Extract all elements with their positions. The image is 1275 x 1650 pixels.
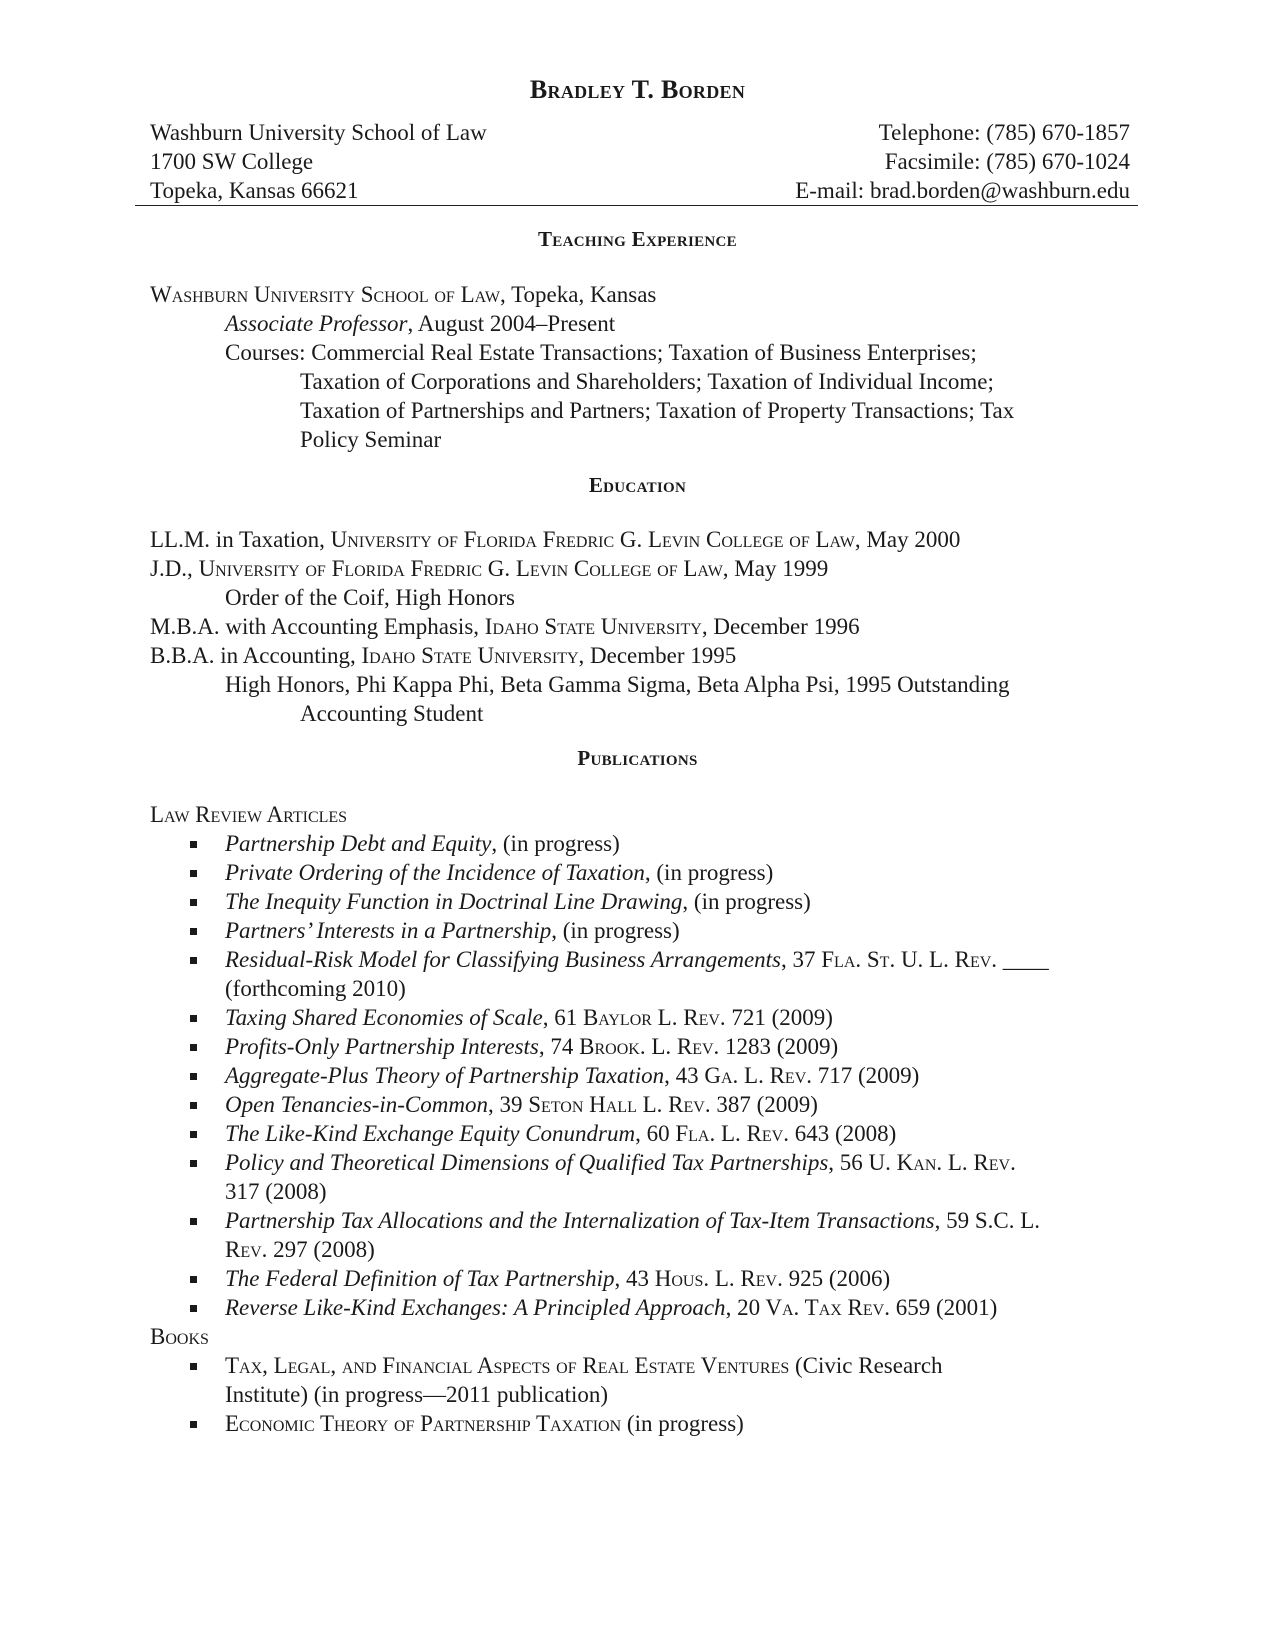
- degree-jd-date: , May 1999: [722, 556, 829, 581]
- telephone: Telephone: (785) 670-1857: [878, 120, 1130, 145]
- teaching-heading: Teaching Experience: [538, 227, 737, 251]
- degree-jd-honors: Order of the Coif, High Honors: [225, 585, 516, 610]
- article-cite: , 37 Fla. St. U. L. Rev. ____: [781, 947, 1049, 972]
- degree-bba-honors-1: High Honors, Phi Kappa Phi, Beta Gamma Sigma, Beta Alpha Psi, 1995 Outstanding: [225, 672, 1010, 697]
- teaching-dates: , August 2004–Present: [407, 311, 616, 336]
- book-title: Tax, Legal, and Financial Aspects of Real Estate Ventures: [225, 1353, 790, 1378]
- courses-line-2: Taxation of Corporations and Shareholders; Taxation of Individual Income;: [300, 369, 994, 394]
- degree-mba-name: M.B.A. with Accounting Emphasis,: [150, 614, 485, 639]
- degree-jd-school: University of Florida Fredric G. Levin College of Law: [198, 556, 723, 581]
- article-item: [150, 829, 1130, 858]
- article-cite: , (in progress): [551, 918, 680, 943]
- degree-bba-school: Idaho State University: [361, 643, 579, 668]
- degree-mba-date: , December 1996: [701, 614, 860, 639]
- article-title: Taxing Shared Economies of Scale: [225, 1005, 543, 1030]
- article-cite: , 61 Baylor L. Rev. 721 (2009): [542, 1005, 833, 1030]
- article-cite: , (in progress): [644, 860, 774, 885]
- books-label: Books: [150, 1324, 209, 1349]
- article-cite: , 43 Ga. L. Rev. 717 (2009): [664, 1063, 920, 1088]
- degree-mba-school: Idaho State University: [484, 614, 702, 639]
- article-cite: , 59 S.C. L.: [934, 1208, 1041, 1233]
- address: [150, 118, 487, 205]
- courses-line-1: Courses: Commercial Real Estate Transactions; Taxation of Business Enterprises;: [225, 340, 977, 365]
- article-title: The Inequity Function in Doctrinal Line Drawing: [225, 889, 683, 914]
- article-item: [150, 1293, 1130, 1322]
- degree-llm-school: University of Florida Fredric G. Levin College of Law: [330, 527, 855, 552]
- article-item: [150, 887, 1130, 916]
- education-heading: Education: [588, 473, 687, 497]
- teaching-location: , Topeka, Kansas: [500, 282, 657, 307]
- article-item: [150, 916, 1130, 945]
- article-title: Partnership Debt and Equity: [225, 831, 492, 856]
- degree-llm-date: , May 2000: [854, 527, 961, 552]
- degree-bba: [150, 641, 1130, 670]
- header-divider: [135, 205, 1138, 206]
- courses-line-4: Policy Seminar: [300, 427, 442, 452]
- degree-bba-honors-2: Accounting Student: [300, 701, 484, 726]
- resume-name: Bradley T. Borden: [529, 75, 746, 104]
- article-cite-continued: (forthcoming 2010): [225, 976, 406, 1001]
- book-note-continued: Institute) (in progress—2011 publication): [225, 1382, 609, 1407]
- article-cite: , 60 Fla. L. Rev. 643 (2008): [635, 1121, 897, 1146]
- article-cite-continued: Rev. 297 (2008): [225, 1237, 375, 1262]
- article-item: [150, 1032, 1130, 1061]
- courses-line-3: Taxation of Partnerships and Partners; Taxation of Property Transactions; Tax: [300, 398, 1015, 423]
- article-item: [150, 1119, 1130, 1148]
- article-cite: , 20 Va. Tax Rev. 659 (2001): [725, 1295, 998, 1320]
- degree-llm-name: LL.M. in Taxation,: [150, 527, 331, 552]
- book-title: Economic Theory of Partnership Taxation: [225, 1411, 622, 1436]
- article-item: [150, 1206, 1130, 1235]
- publications-heading: Publications: [577, 746, 698, 770]
- teaching-title-line: [150, 309, 1130, 338]
- article-title: The Like-Kind Exchange Equity Conundrum: [225, 1121, 636, 1146]
- article-cite: , 56 U. Kan. L. Rev.: [828, 1150, 1016, 1175]
- article-item: [150, 858, 1130, 887]
- teaching-title: Associate Professor: [225, 311, 408, 336]
- article-cite: , (in progress): [491, 831, 620, 856]
- article-item: [150, 1090, 1130, 1119]
- book-note: (Civic Research: [789, 1353, 943, 1378]
- article-title: Residual-Risk Model for Classifying Business Arrangements: [225, 947, 782, 972]
- book-item: [150, 1409, 1130, 1438]
- education-section: [150, 525, 1130, 728]
- book-note: (in progress): [621, 1411, 744, 1436]
- degree-jd: [150, 554, 1130, 583]
- article-title: Partnership Tax Allocations and the Internalization of Tax-Item Transactions: [225, 1208, 935, 1233]
- book-item: [150, 1351, 1130, 1380]
- article-title: Profits-Only Partnership Interests: [225, 1034, 539, 1059]
- degree-mba: [150, 612, 1130, 641]
- degree-llm: [150, 525, 1130, 554]
- article-title: Reverse Like-Kind Exchanges: A Principled Approach: [225, 1295, 726, 1320]
- article-cite: , 43 Hous. L. Rev. 925 (2006): [614, 1266, 891, 1291]
- article-cite: , (in progress): [682, 889, 811, 914]
- degree-jd-name: J.D.,: [150, 556, 199, 581]
- law-review-label: Law Review Articles: [150, 802, 348, 827]
- article-item: [150, 1148, 1130, 1177]
- article-cite-continued: 317 (2008): [225, 1179, 327, 1204]
- contact-info: [795, 118, 1130, 205]
- article-title: Open Tenancies-in-Common: [225, 1092, 488, 1117]
- address-line-2: 1700 SW College: [150, 149, 314, 174]
- article-title: Aggregate-Plus Theory of Partnership Taxation: [225, 1063, 665, 1088]
- address-line-3: Topeka, Kansas 66621: [150, 178, 359, 203]
- article-cite: , 74 Brook. L. Rev. 1283 (2009): [538, 1034, 839, 1059]
- teaching-institution: Washburn University School of Law: [150, 282, 500, 307]
- article-cite: , 39 Seton Hall L. Rev. 387 (2009): [487, 1092, 818, 1117]
- article-title: Policy and Theoretical Dimensions of Qualified Tax Partnerships: [225, 1150, 829, 1175]
- facsimile: Facsimile: (785) 670-1024: [884, 149, 1130, 174]
- degree-bba-name: B.B.A. in Accounting,: [150, 643, 362, 668]
- article-title: Partners’ Interests in a Partnership: [225, 918, 552, 943]
- article-item: [150, 1061, 1130, 1090]
- article-item: [150, 1264, 1130, 1293]
- article-item: [150, 1003, 1130, 1032]
- address-line-1: Washburn University School of Law: [150, 120, 487, 145]
- article-item: [150, 945, 1130, 974]
- degree-bba-date: , December 1995: [578, 643, 737, 668]
- article-title: The Federal Definition of Tax Partnership: [225, 1266, 615, 1291]
- teaching-institution-line: [150, 280, 1130, 309]
- email: E-mail: brad.borden@washburn.edu: [795, 178, 1130, 203]
- teaching-section: [150, 280, 1130, 454]
- article-title: Private Ordering of the Incidence of Taxation: [225, 860, 645, 885]
- publications-section: [150, 800, 1130, 1438]
